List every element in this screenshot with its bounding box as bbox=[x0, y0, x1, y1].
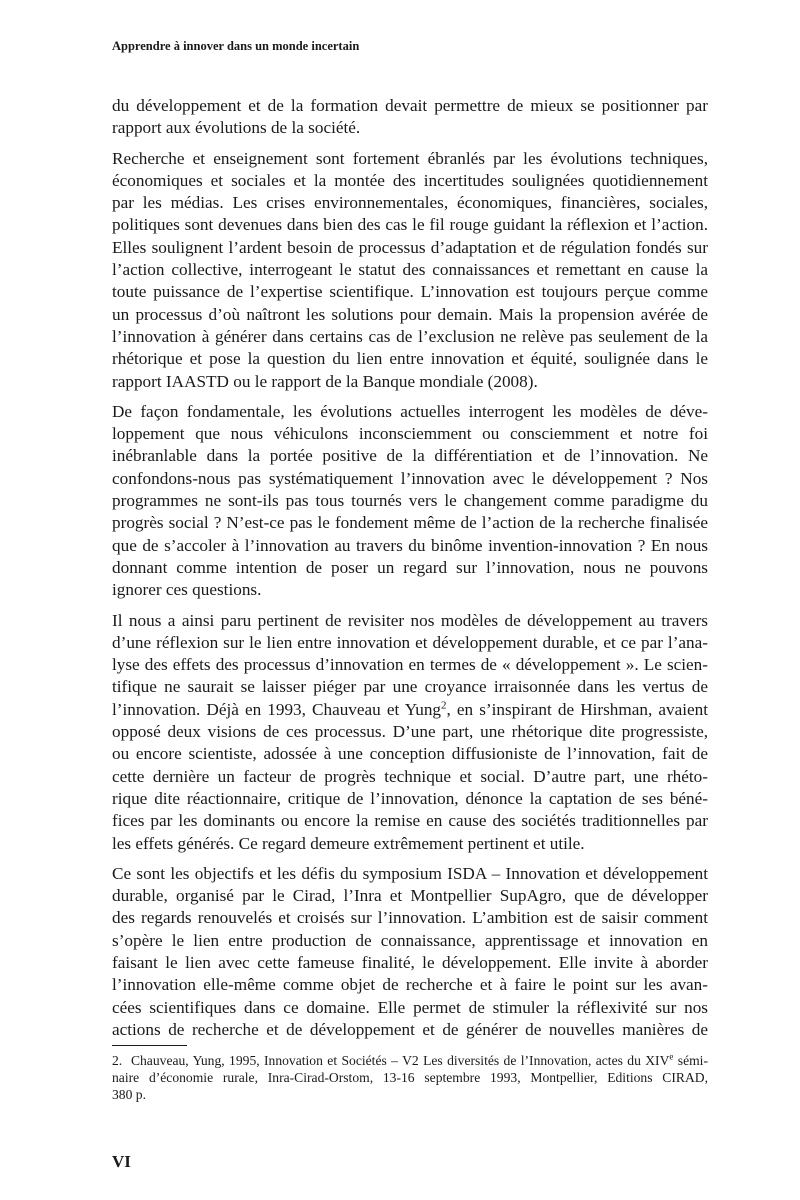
text-line: faisant le lien avec cette fameuse finalité, le développement. Elle invite à aborder bbox=[112, 952, 708, 972]
running-head: Apprendre à innover dans un monde incertain bbox=[112, 39, 360, 53]
footnote-line: naire d’économie rurale, Inra-Cirad-Orstom, 13-16 septembre 1993, Montpellier, Editions CIRAD, bbox=[112, 1070, 708, 1086]
text-line: l’innovation elle-même comme objet de recherche et à faire le point sur les avan- bbox=[112, 975, 708, 995]
footnote bbox=[112, 1052, 708, 1104]
text-line: un processus d’où naîtront les solutions pour demain. Mais la propension avérée de bbox=[112, 304, 708, 324]
text-line: rapport aux évolutions de la société. bbox=[112, 118, 361, 138]
superscript: e bbox=[669, 1051, 674, 1062]
footnote-separator bbox=[112, 1045, 187, 1046]
text-line: De façon fondamentale, les évolutions actuelles interrogent les modèles de déve- bbox=[112, 401, 708, 421]
text-line: des regards renouvelés et croisés sur l’innovation. L’ambition est de saisir comment bbox=[112, 908, 708, 928]
text-line: ou encore scientiste, adossée à une conception diffusioniste de l’innovation, fait de bbox=[112, 744, 708, 764]
text-line: confondons-nous pas systématiquement l’innovation avec le développement ? Nos bbox=[112, 468, 708, 488]
text-line: s’opère le lien entre production de connaissance, apprentissage et innovation en bbox=[112, 930, 708, 950]
page-number: VI bbox=[112, 1152, 131, 1171]
paragraph bbox=[112, 148, 708, 393]
body-text bbox=[112, 95, 708, 1049]
text-line: loppement que nous véhiculons inconsciemment ou consciemment et notre foi bbox=[112, 424, 708, 444]
footnote-line: 380 p. bbox=[112, 1087, 146, 1103]
text-line: d’une réflexion sur le lien entre innovation et développement durable, et ce par l’ana- bbox=[112, 632, 708, 652]
text-line: fices par les dominants ou encore la remise en cause des sociétés traditionnelles par bbox=[112, 811, 708, 831]
text-line: cées scientifiques dans ce domaine. Elle permet de stimuler la réflexivité sur nos bbox=[112, 997, 708, 1017]
text-line: programmes ne sont-ils pas tous tournés vers le changement comme paradigme du bbox=[112, 491, 708, 511]
text-line: donnant comme intention de poser un regard sur l’innovation, nous ne pouvons bbox=[112, 557, 708, 577]
paragraph bbox=[112, 610, 708, 855]
text-line: les effets générés. Ce regard demeure extrêmement pertinent et utile. bbox=[112, 833, 585, 853]
text-line: rapport IAASTD ou le rapport de la Banque mondiale (2008). bbox=[112, 371, 538, 391]
paragraph bbox=[112, 401, 708, 602]
text-line: rique dite réactionnaire, critique de l’innovation, dénonce la captation de ses béné- bbox=[112, 788, 708, 808]
paragraph bbox=[112, 863, 708, 1041]
text-line: l’innovation. Déjà en 1993, Chauveau et Yung$^2$, en s’inspirant de Hirshman, avaient bbox=[112, 698, 708, 719]
text-line: Il nous a ainsi paru pertinent de revisiter nos modèles de développement au travers bbox=[112, 610, 708, 630]
footnote-line: 2. Chauveau, Yung, 1995, Innovation et Sociétés – V2 Les diversités de l’Innovation, actes du XIVe sémi- bbox=[112, 1051, 708, 1068]
text-line: actions de recherche et de développement et de générer de nouvelles manières de bbox=[112, 1019, 708, 1039]
text-line: tifique ne saurait se laisser piéger par une croyance irraisonnée dans les vertus de bbox=[112, 677, 708, 697]
text-line: que de s’accoler à l’innovation au travers du binôme invention-innovation ? En nous bbox=[112, 535, 708, 555]
text-line: Elles soulignent l’ardent besoin de processus d’adaptation et de régulation fondés sur bbox=[112, 237, 708, 257]
text-line: opposé deux visions de ces processus. D’une part, une rhétorique dite progressiste, bbox=[112, 722, 708, 742]
paragraph bbox=[112, 95, 708, 140]
text-line: durable, organisé par le Cirad, l’Inra et Montpellier SupAgro, que de développer bbox=[112, 886, 708, 906]
text-line: toute puissance de l’expertise scientifique. L’innovation est toujours perçue comme bbox=[112, 282, 708, 302]
text-line: économiques et sociales et la montée des incertitudes soulignées quotidiennement bbox=[112, 170, 708, 190]
text-line: cette dernière un facteur de progrès technique et social. D’autre part, une rhéto- bbox=[112, 766, 708, 786]
text-line: Recherche et enseignement sont fortement ébranlés par les évolutions techniques, bbox=[112, 148, 708, 168]
text-line: par les médias. Les crises environnementales, économiques, financières, sociales, bbox=[112, 193, 708, 213]
text-line: politiques sont devenues dans bien des cas le fil rouge guidant la réflexion et l’action. bbox=[112, 215, 708, 235]
text-line: l’innovation à générer dans certains cas de l’exclusion ne relève pas seulement de la bbox=[112, 326, 708, 346]
text-line: progrès social ? N’est-ce pas le fondement même de l’action de la recherche finalisée bbox=[112, 513, 708, 533]
text-line: Ce sont les objectifs et les défis du symposium ISDA – Innovation et développement bbox=[112, 863, 708, 883]
text-line: ignorer ces questions. bbox=[112, 580, 262, 600]
footnote-reference[interactable]: 2 bbox=[441, 698, 447, 711]
text-line: du développement et de la formation devait permettre de mieux se positionner par bbox=[112, 96, 708, 115]
text-line: l’action collective, interrogeant le statut des connaissances et remettant en cause la bbox=[112, 260, 708, 280]
text-line: rhétorique et pose la question du lien entre innovation et équité, soulignée dans le bbox=[112, 349, 708, 369]
text-line: lyse des effets des processus d’innovation en termes de « développement ». Le scien- bbox=[112, 655, 708, 675]
text-line: inébranlable dans la portée positive de la différentiation et de l’innovation. Ne bbox=[112, 446, 708, 466]
